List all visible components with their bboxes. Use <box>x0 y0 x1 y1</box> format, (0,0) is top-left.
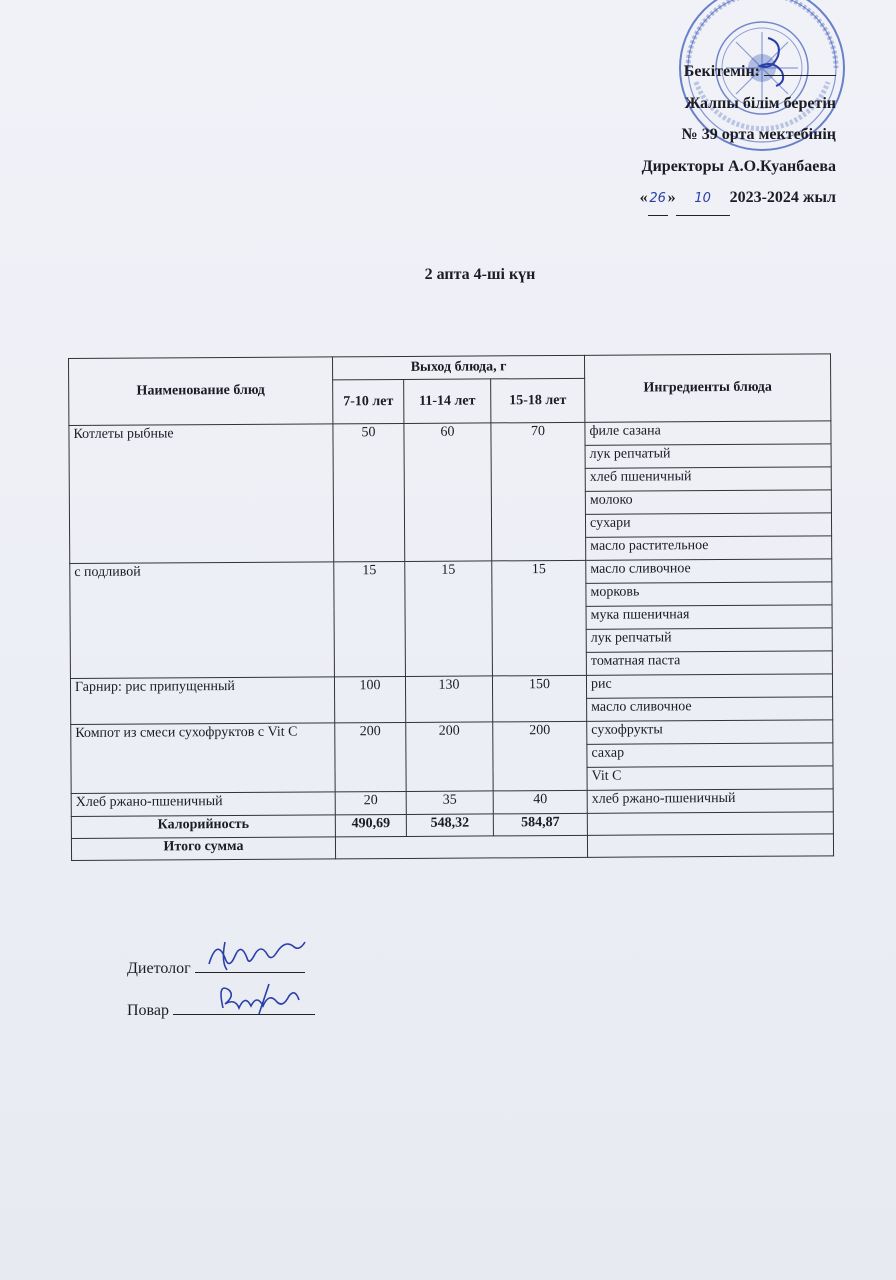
handwritten-signature-1 <box>205 936 315 976</box>
dish-portion: 35 <box>406 791 493 815</box>
approval-block <box>640 56 836 216</box>
date-month: 10 <box>676 183 730 216</box>
handwritten-signature-2 <box>183 978 313 1018</box>
ingredient: лук репчатый <box>585 444 831 469</box>
menu-table <box>68 353 834 861</box>
cook-label: Повар <box>127 1002 169 1019</box>
ingredient: хлеб ржано-пшеничный <box>587 789 833 814</box>
ingredient: лук репчатый <box>586 628 832 653</box>
dish-portion: 50 <box>333 423 405 561</box>
ingredient: масло сливочное <box>587 697 833 722</box>
dish-portion: 15 <box>334 561 406 676</box>
dish-portion: 15 <box>492 560 587 676</box>
ingredient: масло сливочное <box>586 559 832 584</box>
calories-label: Калорийность <box>71 815 335 839</box>
ingredient: хлеб пшеничный <box>585 467 831 492</box>
approval-line-1: Бекітемін: <box>683 63 760 80</box>
approval-line-4: Директоры А.О.Куанбаева <box>641 157 836 175</box>
dietitian-label: Диетолог <box>127 960 191 977</box>
total-row <box>71 834 833 861</box>
approval-line-2: Жалпы білім беретін <box>684 94 836 112</box>
ingredient: масло растительное <box>586 536 832 561</box>
ingredient: мука пшеничная <box>586 605 832 630</box>
ingredient: сухофрукты <box>587 720 833 745</box>
ingredient: филе сазана <box>585 421 831 446</box>
approval-date: « 26 » 10 2023-2024 жыл <box>640 182 836 216</box>
calories-value: 490,69 <box>335 814 406 836</box>
dish-portion: 100 <box>334 676 405 722</box>
header-age-group: 15-18 лет <box>491 378 585 423</box>
ingredient: сухари <box>585 513 831 538</box>
cook-signature-line <box>173 998 315 1015</box>
dish-portion: 20 <box>335 791 406 814</box>
dish-name: Хлеб ржано-пшеничный <box>71 792 335 817</box>
dish-portion: 200 <box>406 722 493 792</box>
dish-portion: 60 <box>404 423 492 562</box>
dish-name: Компот из смеси сухофруктов с Vit C <box>71 723 335 794</box>
approval-signature-line <box>764 61 836 76</box>
page-title: 2 апта 4-ші күн <box>424 266 536 283</box>
ingredient: молоко <box>585 490 831 515</box>
calories-value: 584,87 <box>493 813 587 836</box>
ingredient: морковь <box>586 582 832 607</box>
cook-signature <box>127 998 315 1020</box>
dietitian-signature-line <box>195 956 305 973</box>
header-age-group: 11-14 лет <box>404 379 491 424</box>
dish-portion: 130 <box>405 676 492 723</box>
header-ingredients: Ингредиенты блюда <box>584 354 830 423</box>
dish-portion: 200 <box>493 721 587 791</box>
ingredient: Vit C <box>587 766 833 791</box>
header-output: Выход блюда, г <box>332 355 584 380</box>
dish-name: с подливой <box>70 562 335 679</box>
dish-name: Котлеты рыбные <box>69 424 334 564</box>
ingredient: томатная паста <box>586 651 832 676</box>
header-dish-name: Наименование блюд <box>69 357 333 426</box>
header-age-group: 7-10 лет <box>333 379 404 423</box>
ingredient: рис <box>586 674 832 699</box>
date-day: 26 <box>648 183 668 216</box>
dish-portion: 70 <box>491 422 586 561</box>
total-label: Итого сумма <box>71 837 335 861</box>
calories-value: 548,32 <box>406 814 493 837</box>
ingredient: сахар <box>587 743 833 768</box>
dish-portion: 15 <box>405 561 493 677</box>
approval-line-3: № 39 орта мектебінің <box>681 126 836 143</box>
dish-portion: 200 <box>335 722 406 791</box>
dish-portion: 150 <box>492 675 586 722</box>
dietitian-signature <box>127 956 305 978</box>
date-year: 2023-2024 жыл <box>729 189 836 206</box>
dish-name: Гарнир: рис припущенный <box>70 677 334 725</box>
dish-portion: 40 <box>493 790 587 814</box>
